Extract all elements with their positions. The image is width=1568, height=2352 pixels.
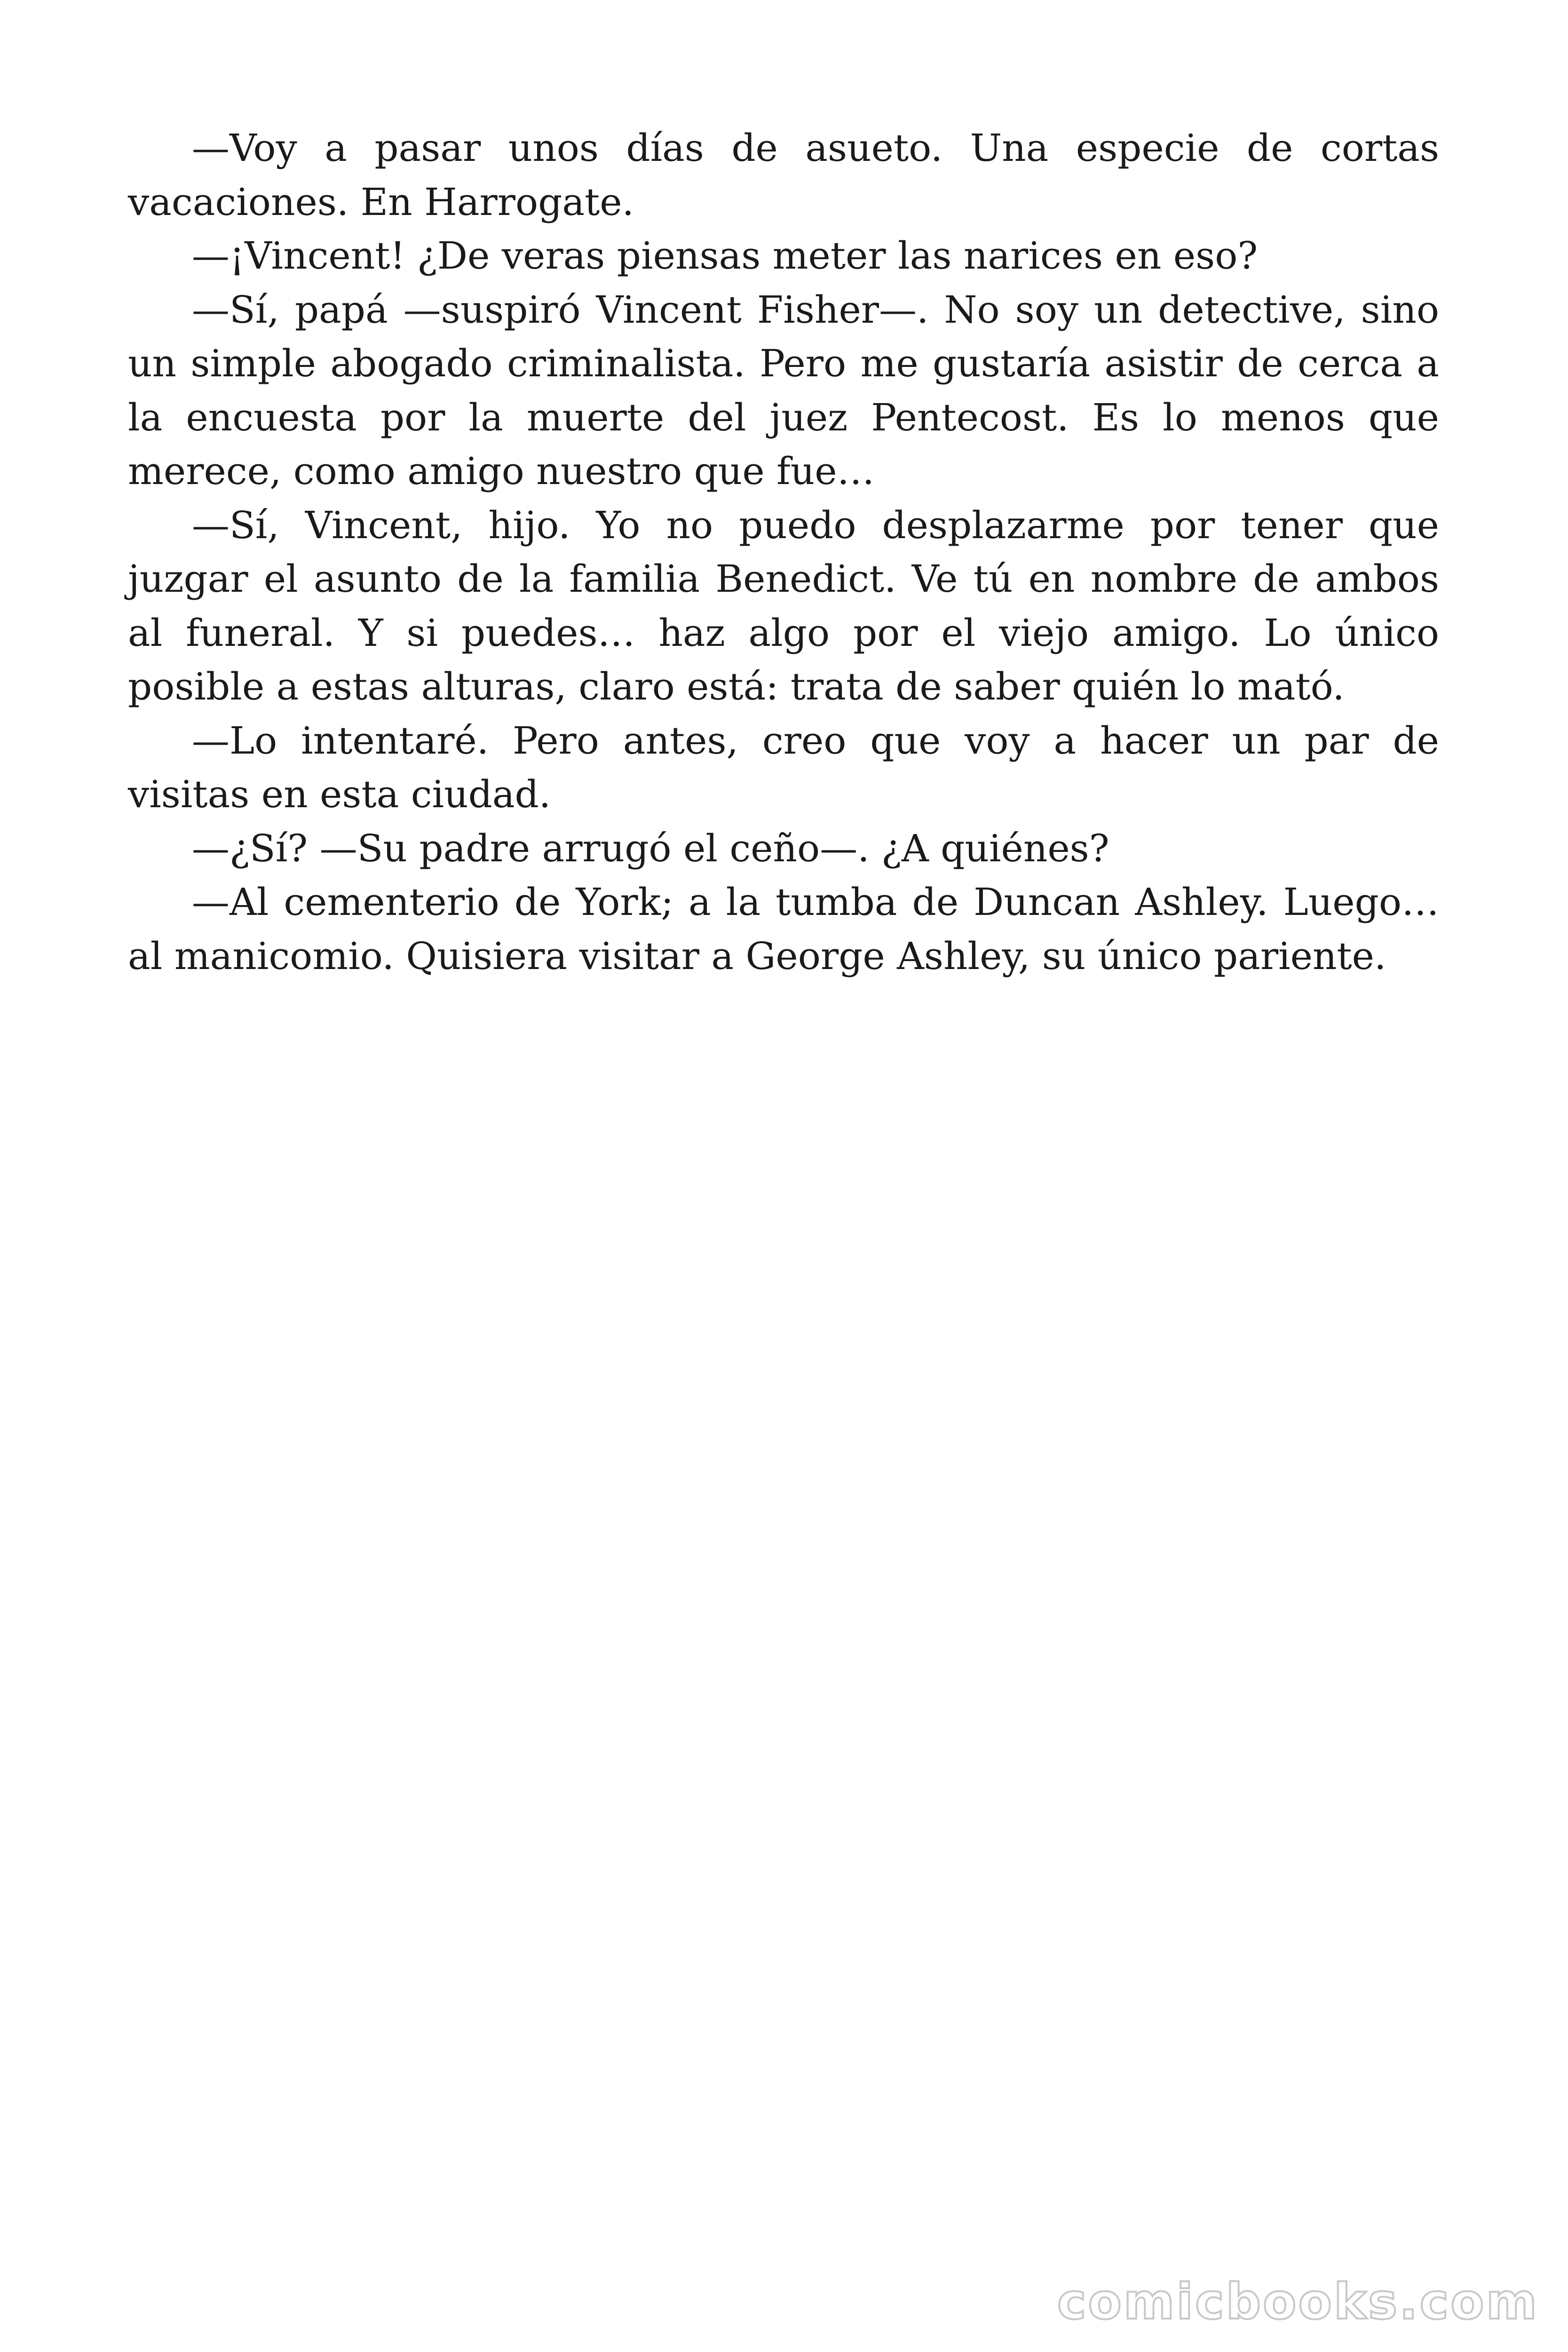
paragraph: —Al cementerio de York; a la tumba de Duncan Ashley. Luego… al manicomio. Quisiera visitar a George Ashley, su único pariente.: [128, 880, 1439, 978]
paragraph: —Lo intentaré. Pero antes, creo que voy a hacer un par de visitas en esta ciudad.: [128, 718, 1439, 816]
body-text: [128, 121, 1439, 983]
watermark: comicbooks.com: [1057, 2273, 1539, 2330]
paragraph: —Sí, papá —suspiró Vincent Fisher—. No soy un detective, sino un simple abogado criminalista. Pero me gustaría asistir de cerca a la encuesta por la muerte del juez Pentecost. Es lo menos que merece, como amigo nuestro que fue…: [128, 287, 1439, 493]
paragraph: —Voy a pasar unos días de asueto. Una especie de cortas vacaciones. En Harrogate.: [128, 126, 1439, 224]
paragraph: —¿Sí? —Su padre arrugó el ceño—. ¿A quiénes?: [192, 826, 1109, 870]
paragraph: —Sí, Vincent, hijo. Yo no puedo desplazarme por tener que juzgar el asunto de la familia Benedict. Ve tú en nombre de ambos al funeral. Y si puedes… haz algo por el viejo amigo. Lo único posible a estas alturas, claro está: trata de saber quién lo mató.: [128, 503, 1439, 708]
paragraph: —¡Vincent! ¿De veras piensas meter las narices en eso?: [192, 234, 1258, 278]
